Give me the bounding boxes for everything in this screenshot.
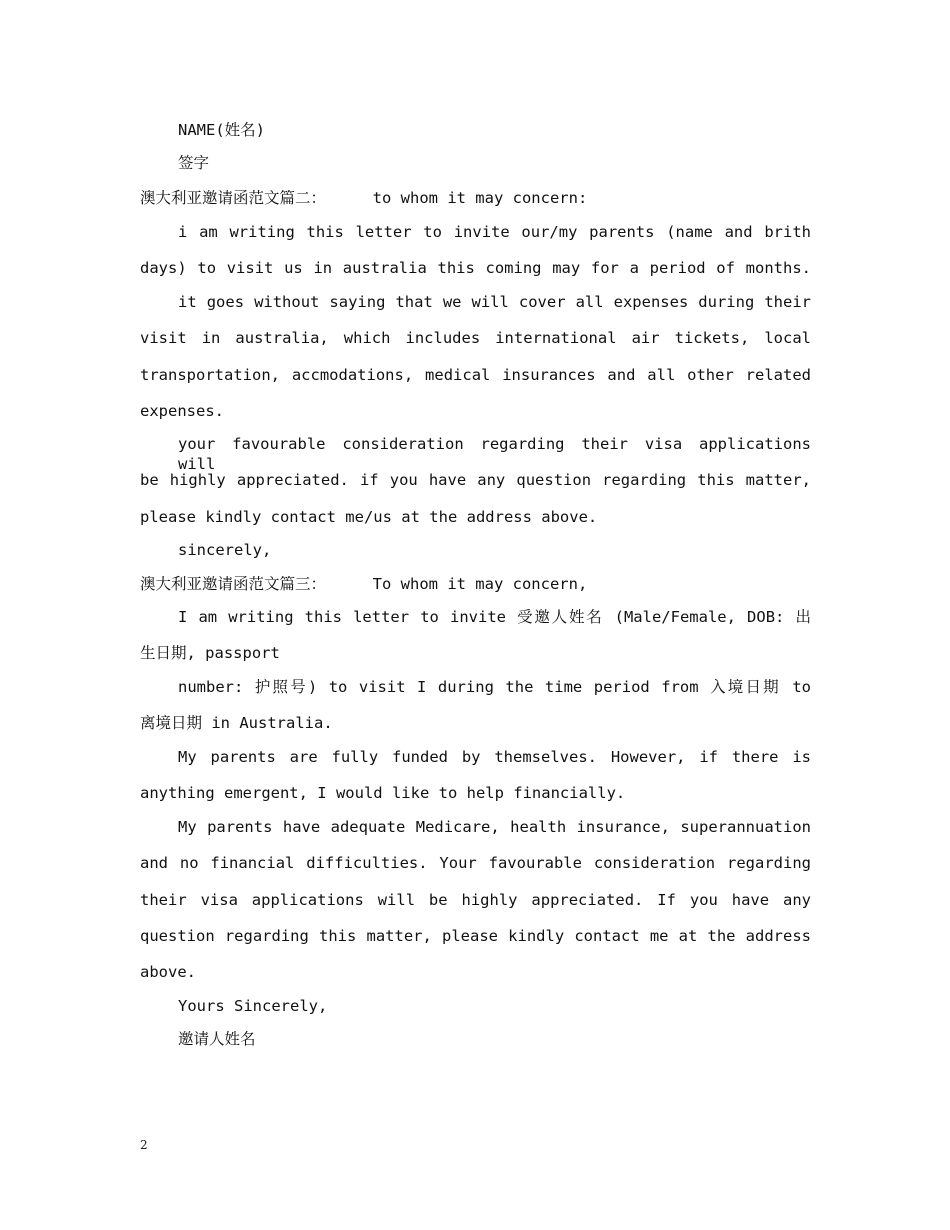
closing-line: Yours Sincerely, [178,997,328,1015]
body-line: i am writing this letter to invite our/my parents (name and brith [178,223,811,241]
body-line: visit in australia, which includes international air tickets, local [140,329,811,347]
body-line: it goes without saying that we will cover all expenses during their [178,293,811,311]
closing-line: sincerely, [178,541,272,559]
body-line: transportation, accmodations, medical insurances and all other related [140,366,811,384]
body-line: My parents have adequate Medicare, health insurance, superannuation [178,818,811,836]
body-line: question regarding this matter, please kindly contact me at the address [140,927,811,945]
body-line: 生日期, passport [140,644,280,662]
body-line: and no financial difficulties. Your favourable consideration regarding [140,854,811,872]
page-number: 2 [140,1138,148,1152]
body-line: please kindly contact me/us at the address above. [140,508,598,526]
body-line: My parents are fully funded by themselves. However, if there is [178,748,811,766]
body-line: 离境日期 in Australia. [140,714,333,732]
section-heading-2: 澳大利亚邀请函范文篇二： to whom it may concern: [140,189,588,207]
body-line: above. [140,963,196,981]
signature-name-line: NAME(姓名) [178,121,265,139]
body-line: anything emergent, I would like to help financially. [140,784,626,802]
body-line: number: 护照号) to visit I during the time period from 入境日期 to [178,678,811,696]
body-line: be highly appreciated. if you have any question regarding this matter, [140,471,811,489]
body-line: days) to visit us in australia this coming may for a period of months. [140,259,811,277]
signature-label: 签字 [178,154,210,172]
inviter-name-line: 邀请人姓名 [178,1030,256,1048]
body-line: expenses. [140,402,224,420]
body-line: I am writing this letter to invite 受邀人姓名 (Male/Female, DOB: 出 [178,608,811,626]
body-line: your favourable consideration regarding their visa applications will [178,435,811,473]
section-heading-3: 澳大利亚邀请函范文篇三： To whom it may concern, [140,575,588,593]
body-line: their visa applications will be highly appreciated. If you have any [140,891,811,909]
